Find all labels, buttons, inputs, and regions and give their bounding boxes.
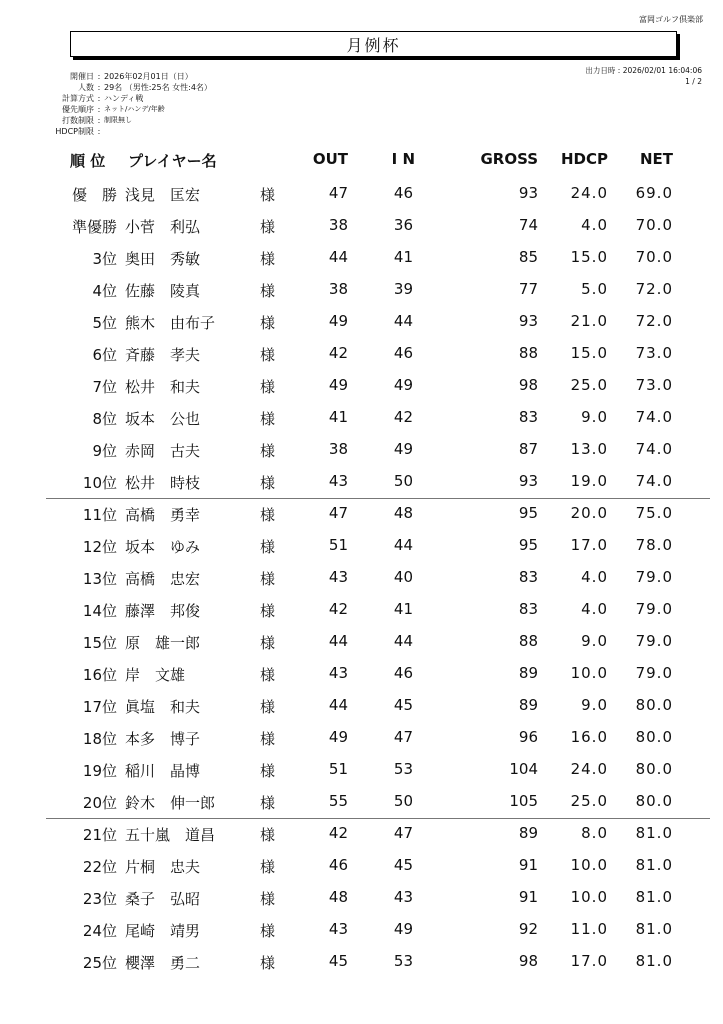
table-row	[0, 210, 723, 242]
net-cell: 79.0	[635, 568, 673, 586]
table-row	[0, 178, 723, 210]
rank-cell: 9位	[92, 442, 117, 460]
title-text: 月例杯	[346, 35, 401, 55]
out-cell: 43	[328, 664, 348, 682]
rank-cell: 17位	[82, 698, 117, 716]
table-row	[0, 530, 723, 562]
in-cell: 49	[393, 376, 413, 394]
table-row	[0, 754, 723, 786]
info-priority: 優先順序 : ネット/ハンデ/年齢	[48, 104, 212, 115]
info-label: 開催日	[70, 72, 94, 81]
info-label: 優先順序	[62, 105, 94, 114]
name-cell: 櫻澤 勇二	[125, 954, 201, 972]
printed-label: 出力日時	[585, 66, 616, 75]
out-cell: 47	[328, 184, 348, 202]
gross-cell: 89	[518, 696, 538, 714]
in-cell: 36	[393, 216, 413, 234]
gross-cell: 74	[518, 216, 538, 234]
in-cell: 53	[393, 760, 413, 778]
out-cell: 49	[328, 376, 348, 394]
name-cell: 岸 文雄	[125, 666, 186, 684]
net-cell: 75.0	[635, 504, 673, 522]
honorific-cell: 様	[260, 442, 276, 460]
gross-cell: 93	[518, 312, 538, 330]
gross-cell: 96	[518, 728, 538, 746]
in-cell: 41	[393, 600, 413, 618]
name-cell: 原 雄一郎	[125, 634, 201, 652]
net-cell: 81.0	[635, 856, 673, 874]
info-label: 人数	[78, 83, 94, 92]
net-cell: 81.0	[635, 888, 673, 906]
rank-cell: 4位	[92, 282, 117, 300]
info-method: 計算方式 : ハンディ戦	[48, 93, 212, 104]
in-cell: 46	[393, 344, 413, 362]
print-info	[585, 65, 702, 87]
info-value: 2026年02月01日（日）	[104, 72, 193, 81]
gross-cell: 93	[518, 472, 538, 490]
net-cell: 81.0	[635, 952, 673, 970]
header-net: NET	[639, 150, 673, 168]
rank-cell: 10位	[82, 474, 117, 492]
info-value: 制限無し	[104, 116, 132, 124]
name-cell: 尾崎 靖男	[125, 922, 201, 940]
out-cell: 47	[328, 504, 348, 522]
hdcp-cell: 9.0	[581, 632, 608, 650]
gross-cell: 89	[518, 664, 538, 682]
honorific-cell: 様	[260, 538, 276, 556]
honorific-cell: 様	[260, 282, 276, 300]
net-cell: 74.0	[635, 440, 673, 458]
out-cell: 38	[328, 216, 348, 234]
header-player: プレイヤー名	[128, 152, 217, 170]
net-cell: 81.0	[635, 824, 673, 842]
rank-cell: 8位	[92, 410, 117, 428]
name-cell: 小菅 利弘	[125, 218, 201, 236]
name-cell: 佐藤 陵真	[125, 282, 201, 300]
table-row	[0, 242, 723, 274]
table-row	[0, 658, 723, 690]
name-cell: 稲川 晶博	[125, 762, 201, 780]
hdcp-cell: 11.0	[570, 920, 608, 938]
net-cell: 72.0	[635, 280, 673, 298]
hdcp-cell: 21.0	[570, 312, 608, 330]
in-cell: 42	[393, 408, 413, 426]
page-title	[70, 31, 677, 57]
printed-datetime: 出力日時 : 2026/02/01 16:04:06	[585, 66, 702, 75]
in-cell: 41	[393, 248, 413, 266]
gross-cell: 89	[518, 824, 538, 842]
rank-cell: 15位	[82, 634, 117, 652]
honorific-cell: 様	[260, 506, 276, 524]
gross-cell: 77	[518, 280, 538, 298]
out-cell: 41	[328, 408, 348, 426]
rank-cell: 14位	[82, 602, 117, 620]
in-cell: 44	[393, 632, 413, 650]
out-cell: 55	[328, 792, 348, 810]
out-cell: 38	[328, 280, 348, 298]
in-cell: 45	[393, 696, 413, 714]
info-value: ハンディ戦	[104, 94, 144, 103]
hdcp-cell: 4.0	[581, 600, 608, 618]
table-row	[0, 818, 723, 850]
info-label: 計算方式	[62, 94, 94, 103]
hdcp-cell: 24.0	[570, 184, 608, 202]
honorific-cell: 様	[260, 570, 276, 588]
header-rank: 順 位	[70, 152, 106, 170]
in-cell: 48	[393, 504, 413, 522]
hdcp-cell: 10.0	[570, 664, 608, 682]
name-cell: 桑子 弘昭	[125, 890, 201, 908]
net-cell: 70.0	[635, 248, 673, 266]
net-cell: 79.0	[635, 664, 673, 682]
rank-cell: 3位	[92, 250, 117, 268]
rank-cell: 19位	[82, 762, 117, 780]
out-cell: 51	[328, 760, 348, 778]
table-row	[0, 690, 723, 722]
hdcp-cell: 25.0	[570, 376, 608, 394]
hdcp-cell: 24.0	[570, 760, 608, 778]
table-row	[0, 850, 723, 882]
net-cell: 74.0	[635, 408, 673, 426]
table-row	[0, 722, 723, 754]
honorific-cell: 様	[260, 762, 276, 780]
name-cell: 本多 博子	[125, 730, 201, 748]
out-cell: 42	[328, 344, 348, 362]
gross-cell: 87	[518, 440, 538, 458]
results-header	[0, 150, 723, 172]
hdcp-cell: 5.0	[581, 280, 608, 298]
gross-cell: 83	[518, 600, 538, 618]
hdcp-cell: 17.0	[570, 952, 608, 970]
out-cell: 43	[328, 472, 348, 490]
name-cell: 高橋 勇幸	[125, 506, 201, 524]
out-cell: 38	[328, 440, 348, 458]
honorific-cell: 様	[260, 858, 276, 876]
gross-cell: 91	[518, 856, 538, 874]
honorific-cell: 様	[260, 602, 276, 620]
rank-cell: 20位	[82, 794, 117, 812]
in-cell: 49	[393, 440, 413, 458]
name-cell: 片桐 忠夫	[125, 858, 201, 876]
table-row	[0, 402, 723, 434]
net-cell: 79.0	[635, 600, 673, 618]
out-cell: 44	[328, 248, 348, 266]
net-cell: 80.0	[635, 792, 673, 810]
table-row	[0, 786, 723, 818]
header-out: OUT	[312, 150, 348, 168]
gross-cell: 91	[518, 888, 538, 906]
table-row	[0, 498, 723, 530]
name-cell: 眞塩 和夫	[125, 698, 201, 716]
out-cell: 49	[328, 312, 348, 330]
rank-cell: 5位	[92, 314, 117, 332]
rank-cell: 準優勝	[71, 218, 117, 236]
out-cell: 43	[328, 568, 348, 586]
rank-cell: 7位	[92, 378, 117, 396]
hdcp-cell: 25.0	[570, 792, 608, 810]
in-cell: 44	[393, 312, 413, 330]
hdcp-cell: 9.0	[581, 408, 608, 426]
in-cell: 40	[393, 568, 413, 586]
honorific-cell: 様	[260, 954, 276, 972]
name-cell: 五十嵐 道昌	[125, 826, 216, 844]
info-label: 打数制限	[62, 116, 94, 125]
hdcp-cell: 17.0	[570, 536, 608, 554]
net-cell: 72.0	[635, 312, 673, 330]
name-cell: 坂本 ゆみ	[125, 538, 201, 556]
net-cell: 73.0	[635, 344, 673, 362]
net-cell: 69.0	[635, 184, 673, 202]
rank-cell: 優 勝	[71, 186, 117, 204]
net-cell: 80.0	[635, 760, 673, 778]
out-cell: 44	[328, 696, 348, 714]
rank-cell: 16位	[82, 666, 117, 684]
rank-cell: 18位	[82, 730, 117, 748]
out-cell: 46	[328, 856, 348, 874]
results-table	[0, 178, 723, 978]
name-cell: 鈴木 伸一郎	[125, 794, 216, 812]
gross-cell: 88	[518, 632, 538, 650]
in-cell: 39	[393, 280, 413, 298]
name-cell: 浅見 匡宏	[125, 186, 201, 204]
hdcp-cell: 4.0	[581, 216, 608, 234]
info-value: 29名 （男性:25名 女性:4名）	[104, 83, 212, 92]
rank-cell: 12位	[82, 538, 117, 556]
net-cell: 73.0	[635, 376, 673, 394]
rank-cell: 22位	[82, 858, 117, 876]
header-hdcp: HDCP	[560, 150, 608, 168]
out-cell: 42	[328, 600, 348, 618]
hdcp-cell: 15.0	[570, 344, 608, 362]
honorific-cell: 様	[260, 794, 276, 812]
honorific-cell: 様	[260, 730, 276, 748]
out-cell: 45	[328, 952, 348, 970]
table-row	[0, 946, 723, 978]
table-row	[0, 562, 723, 594]
honorific-cell: 様	[260, 922, 276, 940]
name-cell: 松井 時枝	[125, 474, 201, 492]
honorific-cell: 様	[260, 826, 276, 844]
hdcp-cell: 16.0	[570, 728, 608, 746]
in-cell: 46	[393, 184, 413, 202]
gross-cell: 95	[518, 536, 538, 554]
rank-cell: 25位	[82, 954, 117, 972]
info-date: 開催日 : 2026年02月01日（日）	[48, 71, 212, 82]
rank-cell: 21位	[82, 826, 117, 844]
table-row	[0, 626, 723, 658]
gross-cell: 85	[518, 248, 538, 266]
out-cell: 49	[328, 728, 348, 746]
in-cell: 43	[393, 888, 413, 906]
printed-value: 2026/02/01 16:04:06	[622, 66, 702, 75]
table-row	[0, 434, 723, 466]
out-cell: 42	[328, 824, 348, 842]
name-cell: 奥田 秀敏	[125, 250, 201, 268]
header-gross: GROSS	[480, 150, 538, 168]
info-value: ネット/ハンデ/年齢	[104, 105, 165, 113]
table-row	[0, 914, 723, 946]
hdcp-cell: 20.0	[570, 504, 608, 522]
honorific-cell: 様	[260, 186, 276, 204]
net-cell: 81.0	[635, 920, 673, 938]
name-cell: 熊木 由布子	[125, 314, 216, 332]
gross-cell: 88	[518, 344, 538, 362]
in-cell: 49	[393, 920, 413, 938]
hdcp-cell: 9.0	[581, 696, 608, 714]
in-cell: 47	[393, 728, 413, 746]
out-cell: 43	[328, 920, 348, 938]
hdcp-cell: 13.0	[570, 440, 608, 458]
hdcp-cell: 8.0	[581, 824, 608, 842]
name-cell: 赤岡 古夫	[125, 442, 201, 460]
gross-cell: 95	[518, 504, 538, 522]
out-cell: 51	[328, 536, 348, 554]
honorific-cell: 様	[260, 634, 276, 652]
net-cell: 78.0	[635, 536, 673, 554]
in-cell: 44	[393, 536, 413, 554]
gross-cell: 93	[518, 184, 538, 202]
rank-cell: 23位	[82, 890, 117, 908]
table-row	[0, 882, 723, 914]
header-in: I N	[391, 150, 415, 168]
in-cell: 45	[393, 856, 413, 874]
honorific-cell: 様	[260, 410, 276, 428]
net-cell: 70.0	[635, 216, 673, 234]
honorific-cell: 様	[260, 314, 276, 332]
hdcp-cell: 10.0	[570, 888, 608, 906]
honorific-cell: 様	[260, 890, 276, 908]
honorific-cell: 様	[260, 474, 276, 492]
name-cell: 高橋 忠宏	[125, 570, 201, 588]
gross-cell: 92	[518, 920, 538, 938]
out-cell: 48	[328, 888, 348, 906]
in-cell: 50	[393, 792, 413, 810]
table-row	[0, 370, 723, 402]
table-row	[0, 306, 723, 338]
info-hdcp-limit: HDCP制限 :	[48, 126, 212, 137]
rank-cell: 6位	[92, 346, 117, 364]
in-cell: 46	[393, 664, 413, 682]
honorific-cell: 様	[260, 378, 276, 396]
hdcp-cell: 19.0	[570, 472, 608, 490]
gross-cell: 105	[509, 792, 538, 810]
rank-cell: 11位	[82, 506, 117, 524]
gross-cell: 98	[518, 376, 538, 394]
info-label: HDCP制限	[55, 127, 94, 136]
name-cell: 坂本 公也	[125, 410, 201, 428]
club-name: 富岡ゴルフ倶楽部	[639, 15, 703, 24]
name-cell: 藤澤 邦俊	[125, 602, 201, 620]
info-stroke-limit: 打数制限 : 制限無し	[48, 115, 212, 126]
net-cell: 80.0	[635, 728, 673, 746]
in-cell: 47	[393, 824, 413, 842]
gross-cell: 104	[509, 760, 538, 778]
info-count: 人数 : 29名 （男性:25名 女性:4名）	[48, 82, 212, 93]
name-cell: 斉藤 孝夫	[125, 346, 201, 364]
honorific-cell: 様	[260, 666, 276, 684]
net-cell: 79.0	[635, 632, 673, 650]
hdcp-cell: 4.0	[581, 568, 608, 586]
hdcp-cell: 15.0	[570, 248, 608, 266]
gross-cell: 83	[518, 568, 538, 586]
gross-cell: 83	[518, 408, 538, 426]
table-row	[0, 274, 723, 306]
name-cell: 松井 和夫	[125, 378, 201, 396]
hdcp-cell: 10.0	[570, 856, 608, 874]
table-row	[0, 466, 723, 498]
in-cell: 50	[393, 472, 413, 490]
event-info	[48, 71, 212, 137]
net-cell: 74.0	[635, 472, 673, 490]
honorific-cell: 様	[260, 698, 276, 716]
gross-cell: 98	[518, 952, 538, 970]
in-cell: 53	[393, 952, 413, 970]
honorific-cell: 様	[260, 218, 276, 236]
table-row	[0, 338, 723, 370]
rank-cell: 24位	[82, 922, 117, 940]
page-number: 1 / 2	[685, 77, 702, 86]
honorific-cell: 様	[260, 346, 276, 364]
honorific-cell: 様	[260, 250, 276, 268]
rank-cell: 13位	[82, 570, 117, 588]
net-cell: 80.0	[635, 696, 673, 714]
out-cell: 44	[328, 632, 348, 650]
table-row	[0, 594, 723, 626]
